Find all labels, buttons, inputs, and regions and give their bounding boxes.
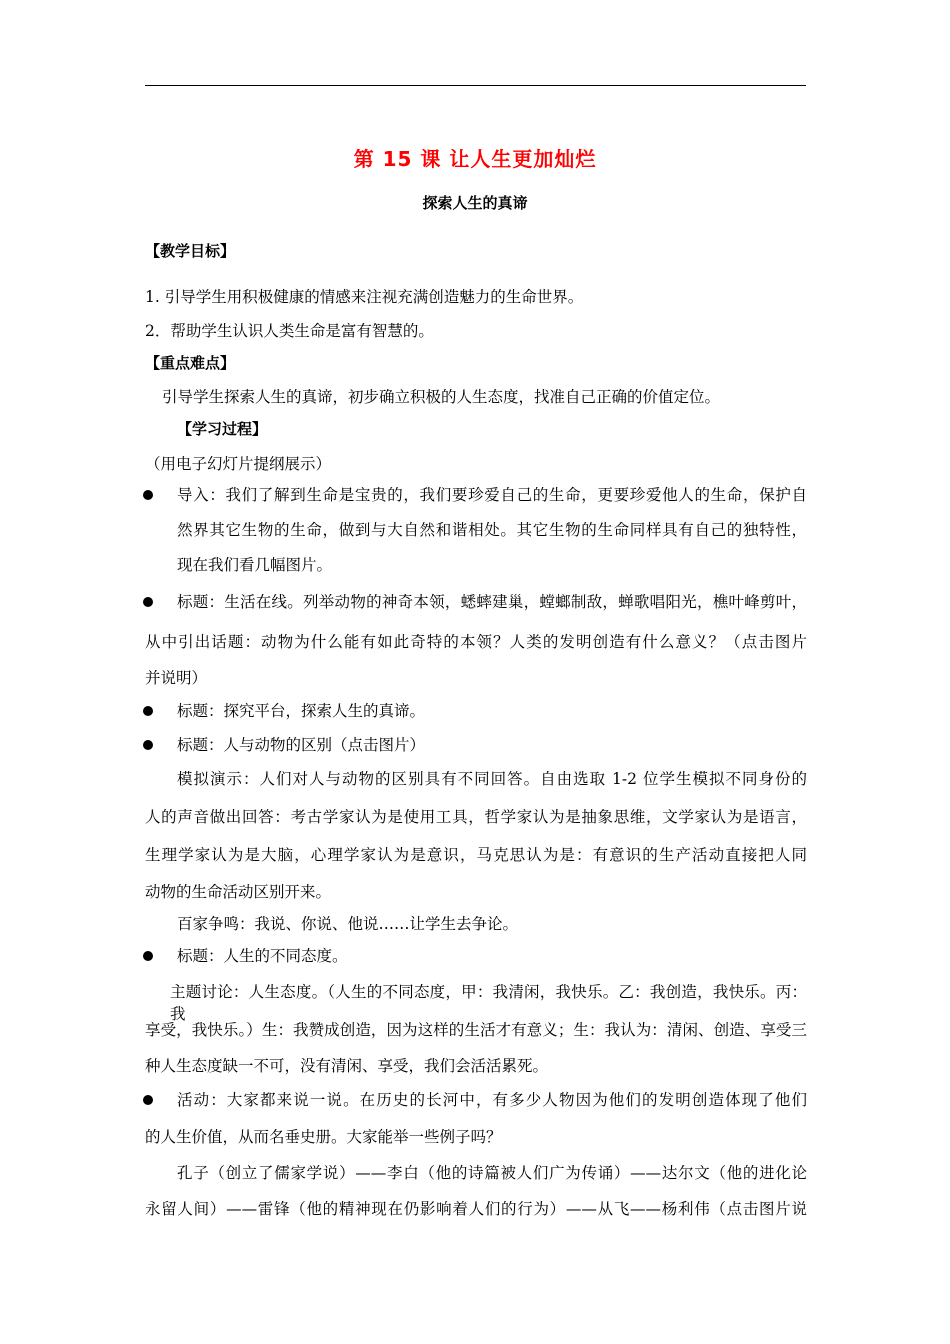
examples-line-1: 孔子（创立了儒家学说）——李白（他的诗篇被人们广为传诵）——达尔文（他的进化论: [177, 1164, 807, 1182]
simulation-line-3: 生理学家认为是大脑，心理学家认为是意识，马克思认为是：有意识的生产活动直接把人同: [145, 846, 807, 864]
bullet-icon: [143, 597, 153, 607]
lesson-subtitle: 探索人生的真谛: [422, 194, 528, 212]
bullet-6-line-2: 的人生价值，从而名垂史册。大家能举一些例子吗？: [145, 1128, 502, 1146]
simulation-line-1: 模拟演示：人们对人与动物的区别具有不同回答。自由选取 1-2 位学生模拟不同身份的: [177, 770, 807, 788]
process-note: （用电子幻灯片提纲展示）: [145, 455, 332, 473]
header-rule: [145, 85, 806, 86]
bullet-icon: [143, 951, 153, 961]
discussion-line-3: 种人生态度缺一不可，没有清闲、享受，我们会活活累死。: [145, 1057, 549, 1075]
key-text: 引导学生探索人生的真谛，初步确立积极的人生态度，找准自己正确的价值定位。: [162, 388, 721, 406]
bullet-icon: [143, 490, 153, 500]
objectives-heading: 【教学目标】: [145, 242, 236, 260]
bullet-icon: [143, 740, 153, 750]
examples-line-2: 永留人间）——雷锋（他的精神现在仍影响着人们的行为）——从飞——杨利伟（点击图片说: [145, 1200, 807, 1218]
discussion-line-1: 主题讨论：人生态度。（人生的不同态度，甲：我清闲，我快乐。乙：我创造，我快乐。丙：我: [170, 983, 807, 1023]
bullet-1-line-3: 现在我们看几幅图片。: [177, 556, 333, 574]
bullet-2-line-2: 从中引出话题：动物为什么能有如此奇特的本领？人类的发明创造有什么意义？（点击图片: [145, 633, 807, 651]
bullet-6-line-1: 活动：大家都来说一说。在历史的长河中，有多少人物因为他们的发明创造体现了他们: [177, 1091, 807, 1109]
objective-1: 1. 引导学生用积极健康的情感来注视充满创造魅力的生命世界。: [145, 288, 584, 306]
process-heading: 【学习过程】: [177, 420, 268, 438]
bullet-1-line-2: 然界其它生物的生命，做到与大自然和谐相处。其它生物的生命同样具有自己的独特性，: [177, 521, 807, 539]
bullet-4-text: 标题：人与动物的区别（点击图片）: [177, 736, 426, 754]
bullet-icon: [143, 706, 153, 716]
simulation-line-2: 人的声音做出回答：考古学家认为是使用工具，哲学家认为是抽象思维，文学家认为是语言，: [145, 808, 807, 826]
simulation-line-4: 动物的生命活动区别开来。: [145, 883, 332, 901]
objective-2: 2．帮助学生认识人类生命是富有智慧的。: [145, 322, 434, 340]
bullet-5-text: 标题：人生的不同态度。: [177, 947, 348, 965]
key-heading: 【重点难点】: [145, 354, 236, 372]
bullet-2-line-3: 并说明）: [145, 669, 208, 687]
lesson-title: 第 15 课 让人生更加灿烂: [353, 147, 597, 171]
bullet-3-text: 标题：探究平台，探索人生的真谛。: [177, 702, 426, 720]
bullet-1-line-1: 导入：我们了解到生命是宝贵的，我们要珍爱自己的生命，更要珍爱他人的生命，保护自: [177, 486, 807, 504]
bullet-2-line-1: 标题：生活在线。列举动物的神奇本领，蟋蟀建巢，螳螂制敌，蝉歌唱阳光，樵叶峰剪叶，: [177, 593, 807, 611]
bullet-icon: [143, 1095, 153, 1105]
debate-text: 百家争鸣：我说、你说、他说……让学生去争论。: [177, 915, 519, 933]
discussion-line-2: 享受，我快乐。）生：我赞成创造，因为这样的生活才有意义；生：我认为：清闲、创造、享受三: [145, 1021, 807, 1039]
